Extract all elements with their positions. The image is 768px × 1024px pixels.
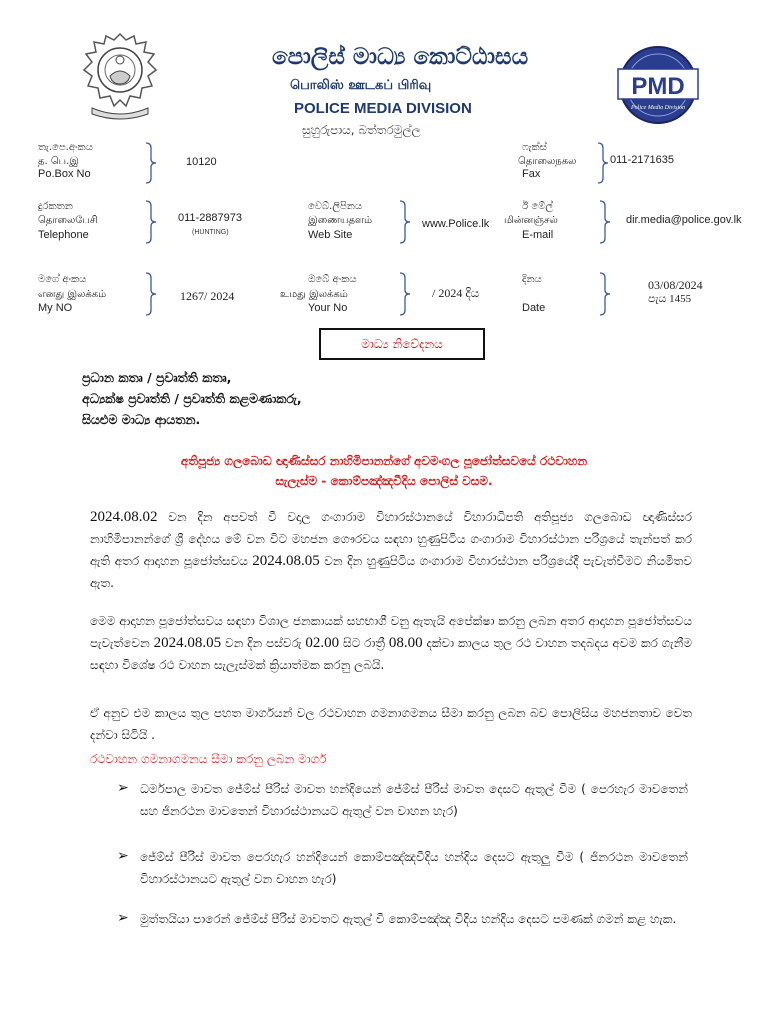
- addressee-line: අධ්‍යක්ෂ ප්‍රවෘත්ති / ප්‍රවෘත්ති කළමණාකරු,: [82, 391, 302, 406]
- email-value: dir.media@police.gov.lk: [626, 214, 742, 226]
- myno-value: 1267/ 2024: [180, 289, 235, 303]
- paragraph-2-text: මෙම ආදාහන පූජෝත්සවය සඳහා විශාල ජනකායක් සහභාගී වනු ඇතැයි අපේක්ෂා කරනු ලබන අතර ආදාහන පූජෝත්සවය පැවැත්වෙන: [90, 614, 692, 650]
- document-title: මාධ්‍ය නිවේදනය: [319, 328, 485, 360]
- date-label-si: දිනය: [522, 274, 542, 285]
- tel-value: 011-2887973: [178, 212, 243, 224]
- section-title: රථවාහන ගමනාගමනය සීමා කරනු ලබන මාර්ග: [90, 752, 327, 766]
- email-label-en: E-mail: [522, 229, 554, 241]
- myno-brace-icon: [144, 272, 158, 316]
- addressee-line: ප්‍රධාන කතෘ / ප්‍රවෘත්ති කතෘ,: [82, 370, 232, 385]
- paragraph-1: [90, 506, 692, 594]
- myno-label-si: මගේ අංකය: [38, 274, 87, 285]
- pmd-logo-subtext: Police Media Division: [631, 105, 685, 111]
- bullet-item: මුත්තයියා පාරෙන් ජේම්ස් පීරිස් මාවතට ඇතුල් වී කොම්පඤ්ඤ වීදිය හන්දිය දෙසට පමණක් ගමන් කළ හැක.: [140, 912, 677, 926]
- headline-line: සැලැස්ම - කොම්පඤ්ඤවීදිය පොලිස් වසම.: [275, 474, 493, 488]
- paragraph-2-text: සිට රාත්‍රී: [339, 636, 389, 650]
- web-brace-icon: [398, 200, 412, 244]
- bullet-arrow-icon: ➢: [117, 780, 129, 796]
- paragraph-2-text: දක්වා කාලය තුල රථ වාහන තදබදය අවම කර ගැනීම සඳහා විශේෂ රථ වාහන සැලැස්මක් ක්‍රියාත්මක කරනු ලබයි.: [90, 636, 692, 672]
- yourno-brace-icon: [398, 272, 412, 316]
- yourno-label-ta: உமது இலக்கம்: [280, 289, 348, 300]
- pobox-label-si: තැ.පෙ.අංකය: [38, 142, 93, 153]
- date-label-en: Date: [522, 302, 546, 314]
- paragraph-2-time: 02.00: [305, 635, 340, 651]
- web-label-en: Web Site: [308, 229, 353, 241]
- fax-value: 011-2171635: [610, 154, 675, 166]
- myno-label-ta: எனது இலக்கம்: [38, 289, 107, 300]
- headline-line: අතිපූජ්‍ය ගලබොඩ ඥාණිස්සර නාහිමිපානන්ගේ අවමංගල පූජෝත්සවයේ රථවාහන: [180, 454, 588, 468]
- yourno-label-en: Your No: [308, 302, 348, 314]
- header-title-sinhala: පොලිස් මාධ්‍ය කොට්ඨාසය: [272, 44, 529, 70]
- bullet-arrow-icon: ➢: [117, 848, 129, 864]
- yourno-value: / 2024 දිය: [432, 286, 480, 300]
- paragraph-3: ඒ අනුව එම කාලය තුල පහත මාර්ගයන් වල රථවාහන ගමනාගමනය සීමා කරනු ලබන බව පොලිසිය මහජනතාව වෙත දන්වා සිටියි .: [90, 706, 692, 742]
- pobox-label-en: Po.Box No: [38, 168, 91, 180]
- bullet-arrow-icon: ➢: [117, 910, 129, 926]
- pobox-brace-icon: [144, 142, 158, 184]
- tel-note: (HUNTING): [192, 229, 229, 236]
- tel-brace-icon: [144, 200, 158, 244]
- date-value: 03/08/2024: [648, 278, 703, 292]
- pmd-logo-icon: [614, 45, 702, 125]
- header-address: සුහුරුපාය, බත්තරමුල්ල: [302, 123, 421, 137]
- web-value: www.Police.lk: [422, 218, 490, 230]
- header-title-english: POLICE MEDIA DIVISION: [294, 100, 472, 117]
- paragraph-1-date: 2024.08.02: [90, 509, 158, 525]
- addressee-line: සියළුම මාධ්‍ය ආයතන.: [82, 412, 201, 427]
- bullet-item: ධර්මපාල මාවත ජේම්ස් පීරිස් මාවත හන්දියෙන් ජේම්ස් පීරිස් මාවත දෙසට ඇතුල් වීම ( පෙරහැර මාවතෙන් සහ ජිනරථන මාවතෙන් විහාරස්ථානයට ඇතුල් වන වාහන හැර): [140, 782, 688, 818]
- yourno-label-si: ඔබේ අංකය: [308, 274, 357, 285]
- pobox-label-ta: த. பெ.இ: [38, 156, 80, 167]
- police-emblem-icon: [78, 30, 162, 120]
- email-label-ta: மின்னஞ்சல்: [504, 215, 558, 226]
- pmd-logo-text: PMD: [631, 73, 685, 100]
- paragraph-1-date: 2024.08.05: [252, 553, 320, 569]
- web-label-ta: இணையதளம்: [308, 215, 373, 226]
- fax-brace-icon: [596, 142, 610, 184]
- paragraph-2: [90, 610, 692, 676]
- paragraph-2-text: වන දින පස්වරු: [221, 636, 306, 650]
- fax-label-ta: தொலைநகல: [518, 156, 577, 167]
- email-brace-icon: [598, 200, 612, 244]
- tel-label-si: දුරකතන: [38, 201, 73, 212]
- paragraph-1-text: වන දින අපවත් වී වදාල ගංගාරාම විහාරස්ථානයේ විහාරාධිපති අතිපූජ්‍ය ගලබොඩ ඥාණිස්සර නාහිමිපානන්ගේ ශ්‍රී දේහය මේ වන විට මහජන ගෞරවය සඳහා හුණුපිටිය ගංගාරාම විහාරස්ථාන පරිශ්‍රයේ තැන්පත් කර ඇති අතර ආදාහන පූජෝත්සවය: [90, 510, 692, 568]
- paragraph-2-date: 2024.08.05: [153, 635, 222, 651]
- bullet-item: ජේම්ස් පීරිස් මාවත පෙරහැර හන්දියෙන් කොම්පඤ්ඤවීදිය හන්දිය දෙසට ඇතුලු වීම ( ජිනරථන මාවතෙන් විහාරස්ථානයට ඇතුල් වන වාහන හැර): [140, 850, 688, 886]
- header-title-tamil: பொலிஸ் ஊடகப் பிரிவு: [290, 78, 432, 93]
- email-label-si: ඊ මේල්: [522, 201, 553, 212]
- pobox-value: 10120: [186, 156, 217, 168]
- tel-label-en: Telephone: [38, 229, 89, 241]
- web-label-si: වෙබ්.ලිපිනය: [308, 201, 363, 212]
- myno-label-en: My NO: [38, 302, 73, 314]
- date-time: පැය 1455: [648, 293, 692, 305]
- date-brace-icon: [598, 272, 612, 316]
- fax-label-en: Fax: [522, 168, 541, 180]
- paragraph-2-time: 08.00: [388, 635, 423, 651]
- fax-label-si: ෆැක්ස්: [522, 142, 547, 153]
- paragraph-1-text: වන දින හුණුපිටිය ගංගාරාම විහාරස්ථාන පරිශ්‍රයේදී පැවැත්වීමට නියමිතව ඇත.: [90, 554, 692, 590]
- tel-label-ta: தொலைபேசி: [38, 215, 98, 226]
